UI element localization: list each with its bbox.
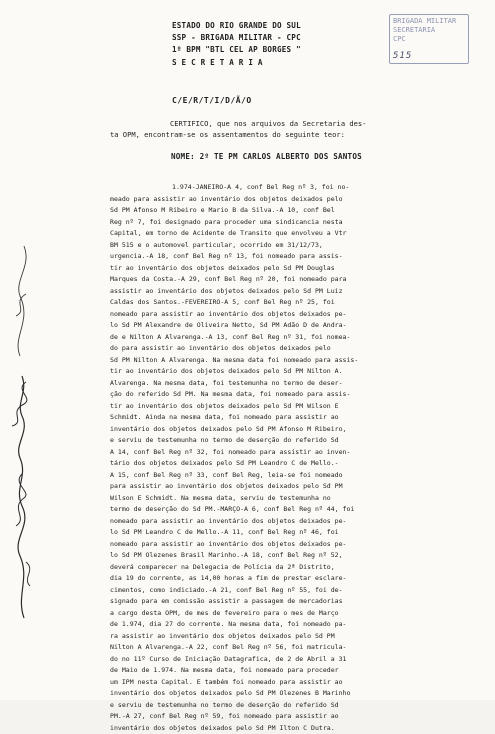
record-line: A 15, conf Bel Reg nº 33, conf Bel Reg, leia-se foi nomeado: [110, 470, 490, 482]
record-line: um IPM nesta Capital. E também foi nomeado para assistir ao: [110, 677, 490, 689]
record-line: lo Sd PM Olezenes Brasil Marinho.-A 18, conf Bel Reg nº 52,: [110, 550, 490, 562]
record-line: Alvarenga. Na mesma data, foi testemunha no termo de deser-: [110, 378, 490, 390]
intro-line: CERTIFICO, que nos arquivos da Secretaria des-: [110, 118, 480, 129]
record-line: ra assistir ao inventário dos objetos deixados pelo Sd PM: [110, 631, 490, 643]
record-line: deverá comparecer na Delegacia de Polícia da 2ª Distrito,: [110, 562, 490, 574]
record-line: meado para assistir ao inventário dos objetos deixados pelo: [110, 194, 490, 206]
document-title: C/E/R/T/I/D/Ã/O: [172, 96, 252, 105]
record-line: e serviu de testemunha no termo de deserção do referido Sd: [110, 435, 490, 447]
record-line: de e Nilton A Alvarenga.-A 13, conf Bel Reg nº 31, foi nomea-: [110, 332, 490, 344]
record-line: Wilson E Schmidt. Na mesma data, serviu de testemunha no: [110, 493, 490, 505]
record-line: tir ao inventário dos objetos deixados pelo Sd PM Wilson E: [110, 401, 490, 413]
letterhead-line: SSP - BRIGADA MILITAR - CPC: [172, 32, 382, 44]
stamp-line: SECRETARIA: [393, 26, 465, 35]
record-line: nomeado para assistir ao inventário dos objetos deixados pe-: [110, 539, 490, 551]
record-line: tir ao inventário dos objetos deixados pelo Sd PM Nilton A.: [110, 366, 490, 378]
stamp-line: BRIGADA MILITAR: [393, 17, 465, 26]
record-line: signado para em comissão assistir a passagem de mercadorias: [110, 596, 490, 608]
subject-name: NOME: 2º TE PM CARLOS ALBERTO DOS SANTOS: [171, 152, 362, 161]
record-line: Nilton A Alvarenga.-A 22, conf Bel Reg nº 56, foi matricula-: [110, 642, 490, 654]
record-line: tir ao inventário dos objetos deixados pelo Sd PM Douglas: [110, 263, 490, 275]
record-line: 1.974-JANEIRO-A 4, conf Bel Reg nº 3, foi no-: [110, 182, 490, 194]
stamp-number: 515: [393, 52, 465, 61]
record-line: tário dos objetos deixados pelo Sd PM Leandro C de Mello.-: [110, 458, 490, 470]
record-line: a cargo desta OPM, de mes de fevereiro para o mes de Março: [110, 608, 490, 620]
record-line: do para assistir ao inventário dos objetos deixados pelo: [110, 343, 490, 355]
record-line: Schmidt. Ainda na mesma data, foi nomeado para assistir ao: [110, 412, 490, 424]
record-line: Reg nº 7, foi designado para proceder uma sindicancia nesta: [110, 217, 490, 229]
letterhead-line: S E C R E T A R I A: [172, 57, 382, 69]
record-line: Sd PM Nilton A Alvarenga. Na mesma data foi nomeado para assis-: [110, 355, 490, 367]
record-line: Sd PM Afonso M Ribeiro e Mario B da Silva.-A 10, conf Bel: [110, 205, 490, 217]
record-line: inventário dos objetos deixados pelo Sd PM Olezenes B Marinho: [110, 688, 490, 700]
registry-stamp: [389, 14, 469, 64]
record-body: [110, 182, 490, 734]
record-line: A 14, conf Bel Reg nº 32, foi nomeado para assistir ao inven-: [110, 447, 490, 459]
record-line: do no 11º Curso de Iniciação Datagrafica, de 2 de Abril a 31: [110, 654, 490, 666]
record-line: Caldas dos Santos.-FEVEREIRO-A 5, conf Bel Reg nº 25, foi: [110, 297, 490, 309]
record-line: e serviu de testemunha no termo de deserção do referido Sd: [110, 700, 490, 712]
record-line: inventário dos objetos deixados pelo Sd PM Afonso M Ribeiro,: [110, 424, 490, 436]
record-line: inventário dos objetos deixados pelo Sd PM Ilton C Dutra.: [110, 723, 490, 734]
record-line: nomeado para assistir ao inventário dos objetos deixados pe-: [110, 516, 490, 528]
letterhead: [172, 20, 382, 69]
record-line: urgencia.-A 18, conf Bel Reg nº 13, foi nomeado para assis-: [110, 251, 490, 263]
record-line: termo de deserção do Sd PM.-MARÇO-A 6, conf Bel Reg nº 44, foi: [110, 504, 490, 516]
record-line: de 1.974, dia 27 do corrente. Na mesma data, foi nomeado pa-: [110, 619, 490, 631]
handwritten-signature: [2, 226, 42, 626]
letterhead-line: ESTADO DO RIO GRANDE DO SUL: [172, 20, 382, 32]
record-line: Capital, em torno de Acidente de Transito que envolveu a Vtr: [110, 228, 490, 240]
letterhead-line: 1º BPM "BTL CEL AP BORGES ": [172, 44, 382, 56]
record-line: lo Sd PM Leandro C de Mello.-A 11, conf Bel Reg nº 46, foi: [110, 527, 490, 539]
intro-line: ta OPM, encontram-se os assentamentos do seguinte teor:: [110, 129, 480, 140]
record-line: BM 515 e o automovel particular, ocorrido em 31/12/73,: [110, 240, 490, 252]
stamp-line: CPC: [393, 35, 465, 44]
record-line: Marques da Costa.-A 29, conf Bel Reg nº 20, foi nomeado para: [110, 274, 490, 286]
record-line: lo Sd PM Alexandre de Oliveira Netto, Sd PM Adão D de Andra-: [110, 320, 490, 332]
record-line: de Maio de 1.974. Na mesma data, foi nomeado para proceder: [110, 665, 490, 677]
record-line: ção do referido Sd PM. Na mesma data, foi nomeado para assis-: [110, 389, 490, 401]
record-line: cimentos, como indiciado.-A 21, conf Bel Reg nº 55, foi de-: [110, 585, 490, 597]
record-line: para assistir ao inventário dos objetos deixados pelo Sd PM: [110, 481, 490, 493]
record-line: nomeado para assistir ao inventário dos objetos deixados pe-: [110, 309, 490, 321]
record-line: assistir ao inventário dos objetos deixados pelo Sd PM Luiz: [110, 286, 490, 298]
record-line: dia 19 do corrente, as 14,00 horas a fim de prestar esclare-: [110, 573, 490, 585]
intro-paragraph: [110, 118, 480, 140]
record-line: PM.-A 27, conf Bel Reg nº 59, foi nomeado para assistir ao: [110, 711, 490, 723]
